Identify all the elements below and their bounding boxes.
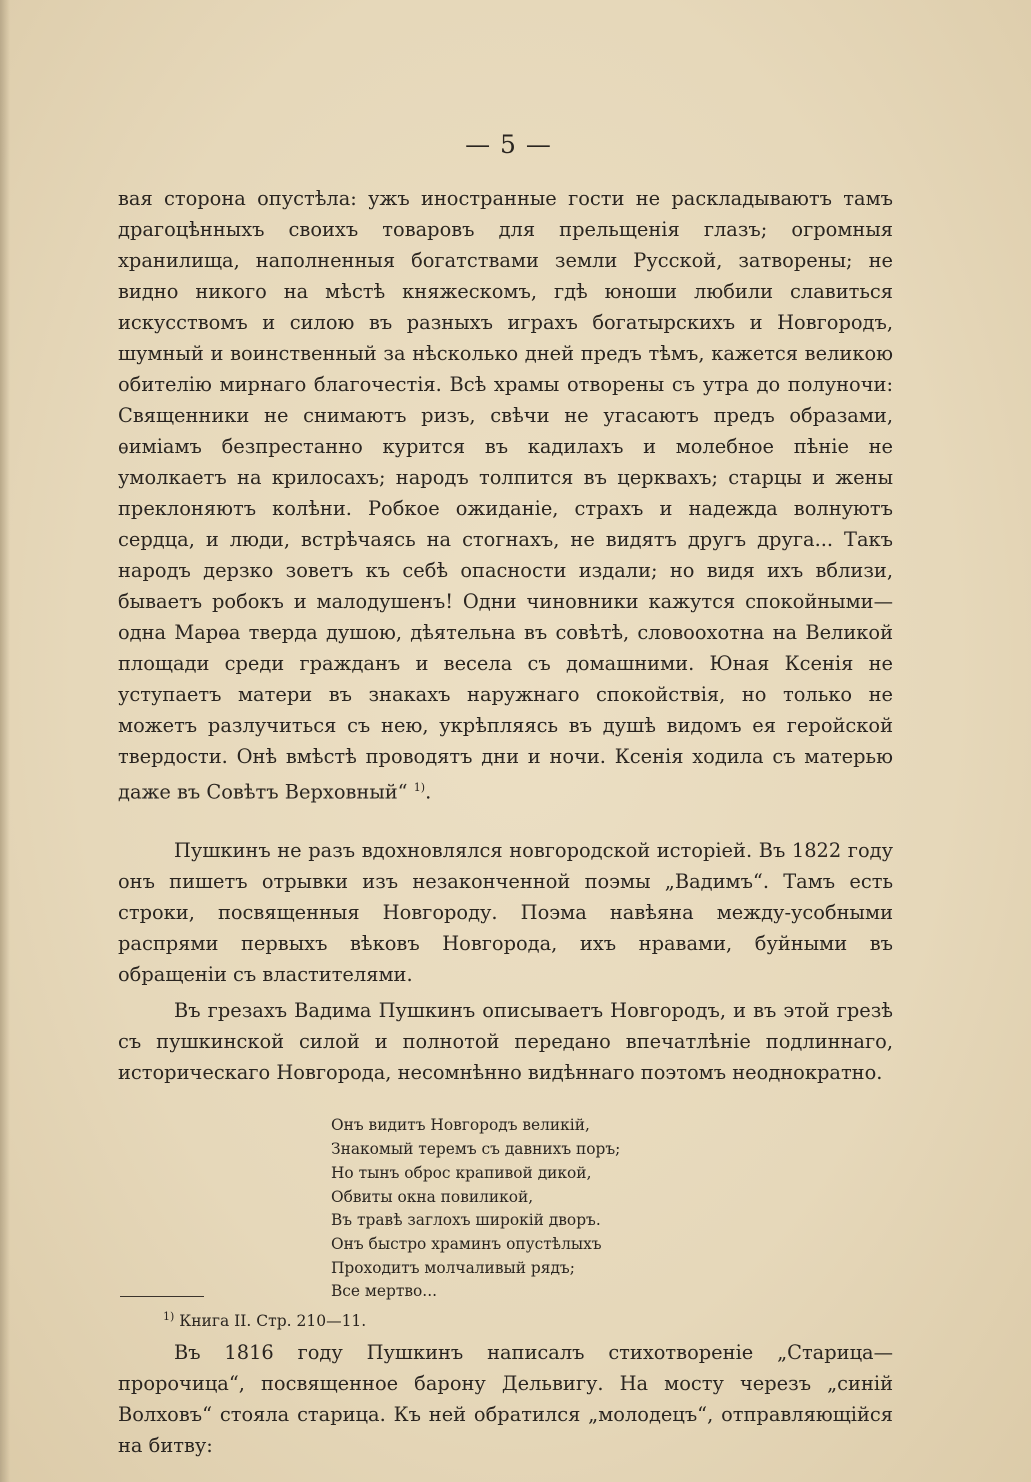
paragraph-1 — [118, 183, 893, 807]
paragraph-1-text: вая сторона опустѣла: ужъ иностранные гости не раскладываютъ тамъ драгоцѣнныхъ своихъ товаровъ для прельщенія глазъ; огромныя хранилища, наполненныя богатствами земли Русской, затворены; не видно никого на мѣстѣ княжескомъ, гдѣ юноши любили славиться искусствомъ и силою въ разныхъ играхъ богатырскихъ и Новгородъ, шумный и воинственный за нѣсколько дней предъ тѣмъ, кажется великою обителію мирнаго благочестія. Всѣ храмы отворены съ утра до полуночи: Священники не снимаютъ ризъ, свѣчи не угасаютъ предъ образами, ѳиміамъ безпрестанно курится въ кадилахъ и молебное пѣніе не умолкаетъ на крилосахъ; народъ толпится въ церквахъ; старцы и жены преклоняютъ колѣни. Робкое ожиданіе, страхъ и надежда волнуютъ сердца, и люди, встрѣчаясь на стогнахъ, не видятъ другъ друга... Такъ народъ дерзко зоветъ къ себѣ опасности издали; но видя ихъ вблизи, бываетъ робокъ и малодушенъ! Одни чиновники кажутся спокойными—одна Марѳа тверда душою, дѣятельна въ совѣтѣ, словоохотна на Великой площади среди гражданъ и весела съ домашними. Юная Ксенія не уступаетъ матери въ знакахъ наружнаго спокойствія, но только не можетъ разлучиться съ нею, укрѣпляясь въ душѣ видомъ ея геройской твердости. Онѣ вмѣстѣ проводятъ дни и ночи. Ксенія ходила съ матерью даже въ Совѣтъ Верховный“ — [118, 187, 893, 804]
poem-line: Но тынъ оброс крапивой дикой, — [331, 1163, 592, 1182]
poem-quote — [331, 1114, 893, 1304]
page-number: — 5 — — [465, 130, 552, 159]
paragraph-3: Въ грезахъ Вадима Пушкинъ описываетъ Новгородъ, и въ этой грезѣ съ пушкинской силой и полнотой передано впечатлѣніе подлиннаго, историческаго Новгорода, несомнѣнно видѣннаго поэтомъ неоднократно. — [118, 999, 893, 1085]
footnote-divider — [120, 1296, 204, 1297]
poem-line: Онъ видитъ Новгородъ великій, — [331, 1116, 590, 1135]
poem-line: Обвиты окна повиликой, — [331, 1187, 534, 1206]
footnote-mark: 1) — [163, 1310, 175, 1323]
poem-line: Все мертво... — [331, 1282, 437, 1301]
poem-line: Проходитъ молчаливый рядъ; — [331, 1258, 575, 1277]
footnote-text: Книга II. Стр. 210—11. — [174, 1312, 367, 1331]
poem-line: Онъ быстро храминъ опустѣлыхъ — [331, 1234, 602, 1253]
paragraph-1-end: . — [425, 780, 432, 804]
poem-line: Знакомый теремъ съ давнихъ поръ; — [331, 1140, 621, 1159]
page-body — [118, 183, 893, 1461]
paragraph-2: Пушкинъ не разъ вдохновлялся новгородской исторіей. Въ 1822 году онъ пишетъ отрывки изъ незаконченной поэмы „Вадимъ“. Тамъ есть строки, посвященныя Новгороду. Поэма навѣяна между-усобными распрями первыхъ вѣковъ Новгорода, ихъ нравами, буйными въ обращеніи съ властителями. — [118, 839, 893, 987]
footnote — [163, 1306, 366, 1332]
page-edge-shadow — [0, 0, 10, 1482]
footnote-reference: 1) — [413, 781, 426, 794]
paragraph-4: Въ 1816 году Пушкинъ написалъ стихотвореніе „Старица—пророчица“, посвященное барону Дельвигу. На мосту черезъ „синій Волховъ“ стояла старица. Къ ней обратился „молодецъ“, отправляющійся на битву: — [118, 1341, 893, 1458]
poem-line: Въ травѣ заглохъ широкій дворъ. — [331, 1211, 601, 1230]
